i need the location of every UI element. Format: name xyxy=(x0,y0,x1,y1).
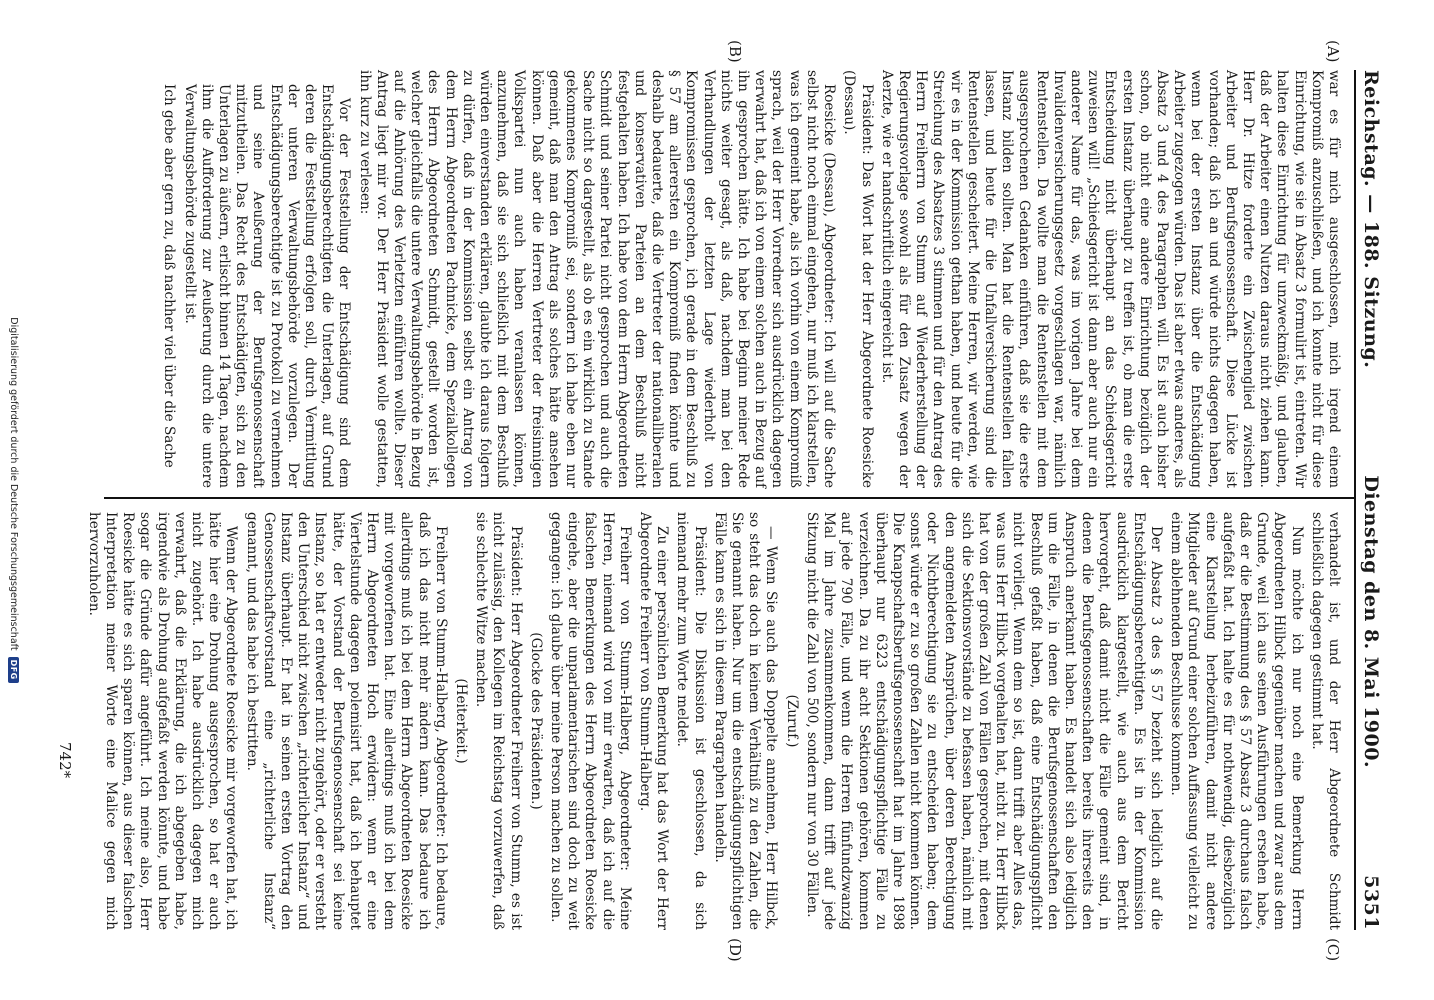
left-column xyxy=(157,70,1342,488)
interjection: (Zuruf.) xyxy=(783,694,800,748)
margin-mark-b: (B) xyxy=(726,40,744,63)
interjection: (Glocke des Präsidenten.) xyxy=(527,632,544,810)
signature-mark: 742* xyxy=(56,742,74,779)
header-left: Reichstag. — 188. Sitzung. xyxy=(1360,70,1382,369)
margin-mark-a: (A) xyxy=(1324,40,1342,63)
column-divider xyxy=(104,497,1354,499)
paragraph: verhandelt ist, und der Herr Abgeordnete Schmidt schließlich dagegen gestimmt hat. xyxy=(1308,512,1342,930)
page-header xyxy=(1360,70,1390,930)
header-page-number: 5351 xyxy=(1360,875,1382,930)
paragraph: Wenn der Abgeordnete Roesicke mir vorgeworfen hat, ich hätte hier eine Drohung ausgesprochen, so hat er auch nicht zugehört. Ich habe ausdrücklich dagegen mich verwahrt, daß die Erklärung, die ich abgegeben habe, irgendwie als Drohung aufgefaßt werden könnte, und habe sogar die Gründe dafür angeführt. Ich meine also, Herr Roesicke hätte es sich sparen können, aus dieser falschen Interpretation meiner Worte eine Malice gegen mich hervorzuholen. xyxy=(85,512,240,930)
paragraph: Freiherr von Stumm-Halberg, Abgeordneter: Meine Herren, niemand wird von mir erwarten, daß ich auf die falschen Bemerkungen des Herrn Abgeordneten Roesicke eingehe, aber die unparlamentarischen sind doch zu weit gegangen: ich glaube über meine Person machen zu sollen. xyxy=(548,512,633,930)
paragraph: Präsident: Herr Abgeordneter Freiherr von Stumm, es ist nicht zulässig, den Kollegen im Reichstag vorzuwerfen, daß sie schlechte Witze machen. xyxy=(473,512,524,930)
paragraph: Zu einer persönlichen Bemerkung hat das Wort der Herr Abgeordnete Freiherr von Stumm-Halberg. xyxy=(637,512,671,930)
right-column xyxy=(82,512,1342,930)
paragraph: Nun möchte ich nur noch eine Bemerkung Herrn Abgeordneten Hilbck gegenüber machen und zwar aus dem Grunde, weil ich aus seinen Ausführungen ersehen habe, daß er die Bestimmung des § 57 Absatz 3 durchaus falsch aufgefaßt hat. Ich halte es für nothwendig, diesbezüglich eine Klarstellung herbeizuführen, damit nicht andere Mitglieder auf Grund einer solchen Auffassung vielleicht zu einem ablehnenden Beschlusse kommen. xyxy=(1168,512,1305,930)
credit-text: Digitalisierung gefördert durch die Deutsche Forschungsgemeinschaft xyxy=(8,317,20,651)
quoted-motion: Vor der Feststellung der Entschädigung sind dem Entschädigungsberechtigten die Unterlagen, auf Grund deren die Feststellung erfolgen soll, durch Vermittlung der unteren Verwaltungsbehörde vorzulegen. Der Entschädigungsberechtigte ist zu Protokoll zu vernehmen und seine Aeußerung der Berufsgenossenschaft mitzutheilen. Das Recht des Entschädigten, sich zu den Unterlagen zu äußern, erlischt binnen 14 Tagen, nachdem ihm die Aufforderung zur Aeußerung durch die untere Verwaltungsbehörde zugestellt ist. xyxy=(181,84,353,488)
paragraph: war es für mich ausgeschlossen, mich irgend einem Kompromiß anzuschließen, und ich konnte nicht für diese Einrichtung, wie sie in Absatz 3 formulirt ist, eintreten. Wir halten diese Einrichtung für unzweckmäßig, und glauben, daß der Arbeiter einen Nutzen daraus nicht ziehen kann. Herr Dr. Hitze forderte ein Zwischenglied zwischen Arbeiter und Berufsgenossenschaft. Diese Lücke ist vorhanden; daß ich an und würde nichts dagegen haben, wenn bei der ersten Instanz über die Entschädigung Arbeiter zugezogen würden. Das ist aber etwas anderes, als Absatz 3 und 4 des Paragraphen will. Es ist auch bisher schon, ob nicht eine andere Einrichtung bezüglich der ersten Instanz überhaupt zu treffen ist, ob man die erste Entscheidung nicht überhaupt an das Schiedsgericht zuweisen will! „Schiedsgericht ist dann aber auch nur ein anderer Name für das, was im vorigen Jahre bei dem Invalidenversicherungsgesetz vorgeschlagen war, nämlich Rentenstellen. Da wollte man die Rentenstellen mit dem ausgesprochenen Gedanken einführen, daß sie die erste Instanz bilden sollten. Man hat die Rentenstellen fallen lassen, und heute für die Unfallversicherung sind die Rentenstellen gescheitert. Meine Herren, wir werden, wie wir es in der Kommission gethan haben, und heute für die Streichung des Absatzes 3 stimmen und für den Antrag des Herrn Freiherrn von Stumm auf Wiederherstellung der Regierungsvorlage sowohl als für den Zusatz wegen der Aerzte, wie er handschriftlich eingereicht ist. xyxy=(878,70,1342,488)
paragraph: Roesicke (Dessau), Abgeordneter: Ich will auf die Sache selbst nicht noch einmal eingehen, nur muß ich klarstellen, was ich gemeint habe, als ich vorhin von einem Kompromiß sprach, weil der Herr Vorredner sich ausdrücklich dagegen verwahrt hat, daß ich von einem solchen auch in Bezug auf ihn gesprochen hätte. Ich habe bei Beginn meiner Rede nichts weiter gesagt, als daß, nachdem man bei den Verhandlungen der letzten Lage wiederholt von Kompromissen gesprochen, ich gerade in dem Beschluß zu § 57 am allerersten ein Kompromiß finden könnte und deshalb bedauerte, daß die Vertreter der nationalliberalen und konservativen Parteien an dem Beschluß nicht festgehalten haben. Ich habe von dem Herrn Abgeordneten Schmidt und seiner Partei nicht gesprochen und auch die Sache nicht so dargestellt, als ob es ein wirklich zu Stande gekommenes Kompromiß sei, sondern ich habe eben nur gemeint, daß man den Antrag als solches hätte ansehen können. Daß aber die Herren Vertreter der freisinnigen Volkspartei nun auch haben veranlassen können, anzunehmen, daß sie sich schließlich mit dem Beschluß würden einverstanden erklären, glaubte ich daraus folgern zu dürfen, daß in der Kommission selbst ein Antrag von dem Herrn Abgeordneten Pachnicke, dem Spezialkollegen des Herrn Abgeordneten Schmidt, gestellt worden ist, welcher gleichfalls die untere Verwaltungsbehörde in Bezug auf die Anhörung des Verletzten einführen wollte. Dieser Antrag liegt mir vor. Der Herr Präsident wolle gestatten, ihn kurz zu verlesen: xyxy=(356,70,838,488)
paragraph: Präsident: Das Wort hat der Herr Abgeordnete Roesicke (Dessau). xyxy=(841,70,875,488)
header-rule xyxy=(1354,70,1356,930)
paragraph: Der Absatz 3 des § 57 bezieht sich lediglich auf die Entschädigungsberechtigten. Es ist in der Kommission ausdrücklich klargestellt, wie auch aus dem Bericht hervorgeht, daß damit nicht die Fälle gemeint sind, in denen die Berufsgenossenschaften bereits ihrerseits den Anspruch anerkannt haben. Es handelt sich also lediglich um die Fälle, in denen die Berufsgenossenschaften den Beschluß gefaßt haben, daß eine Entschädigungspflicht nicht vorliegt. Wenn dem so ist, dann trifft aber Alles das, was uns Herr Hilbck vorgehalten hat, nicht zu. Herr Hilbck hat von der großen Zahl von Fällen gesprochen, mit denen sich die Sektionsvorstände zu befassen haben, nämlich mit den angemeldeten Ansprüchen, über deren Berechtigung oder Nichtberechtigung sie zu entscheiden haben; dem sonst würde er zu so großen Zahlen nicht kommen können. Die Knappschaftsberufsgenossenschaft hat im Jahre 1898 überhaupt nur 6323 entschädigungspflichtige Fälle zu verzeichnen. Da zu ihr acht Sektionen gehören, kommen auf jede 790 Fälle, und wenn die Herren fünfundzwanzig Mal im Jahre zusammenkommen, dann trifft auf jede Sitzung nicht die Zahl von 500, sondern nur von 30 Fällen. xyxy=(803,512,1164,930)
digitization-credit xyxy=(4,0,24,1000)
paragraph: Freiherr von Stumm-Halberg, Abgeordneter: Ich bedaure, daß ich das nicht mehr ändern kann. Das bedaure ich allerdings muß ich bei dem Herrn Abgeordneten Roesicke mit vorgeworfenen hat. Eine allerdings muß ich bei dem Herrn Abgeordneten Hoch erwidern: wenn er eine Viertelstunde dagegen polemisirt hat, daß ich behauptet hätte, der Vorstand der Berufsgenossenschaft sei keine Instanz, so hat er entweder nicht zugehört, oder er versteht den Unterschied nicht zwischen „richterlicher Instanz“ und Instanz überhaupt. Er hat in seinen ersten Vortrag den Genossenschaftsvorstand eine „richterliche Instanz“ genannt, und das habe ich bestritten. xyxy=(243,512,449,930)
dfg-logo: DFG xyxy=(9,657,20,683)
paragraph: Ich gebe aber gern zu, daß nachher viel über die Sache xyxy=(161,84,178,468)
paragraph: Präsident: Die Diskussion ist geschlossen, da sich niemand mehr zum Worte meldet. xyxy=(674,512,708,930)
margin-mark-d: (D) xyxy=(726,938,744,962)
interjection: (Heiterkeit.) xyxy=(453,678,470,764)
header-date: Dienstag den 8. Mai 1900. xyxy=(1360,475,1382,769)
margin-mark-c: (C) xyxy=(1324,938,1342,962)
paragraph: — Wenn Sie auch das Doppelte annehmen, Herr Hilbck, so steht das doch in keinem Verhältniß zu den Zahlen, die Sie genannt haben. Nur um die entschädigungspflichtigen Fälle kann es sich in diesem Paragraphen handeln. xyxy=(711,512,780,930)
